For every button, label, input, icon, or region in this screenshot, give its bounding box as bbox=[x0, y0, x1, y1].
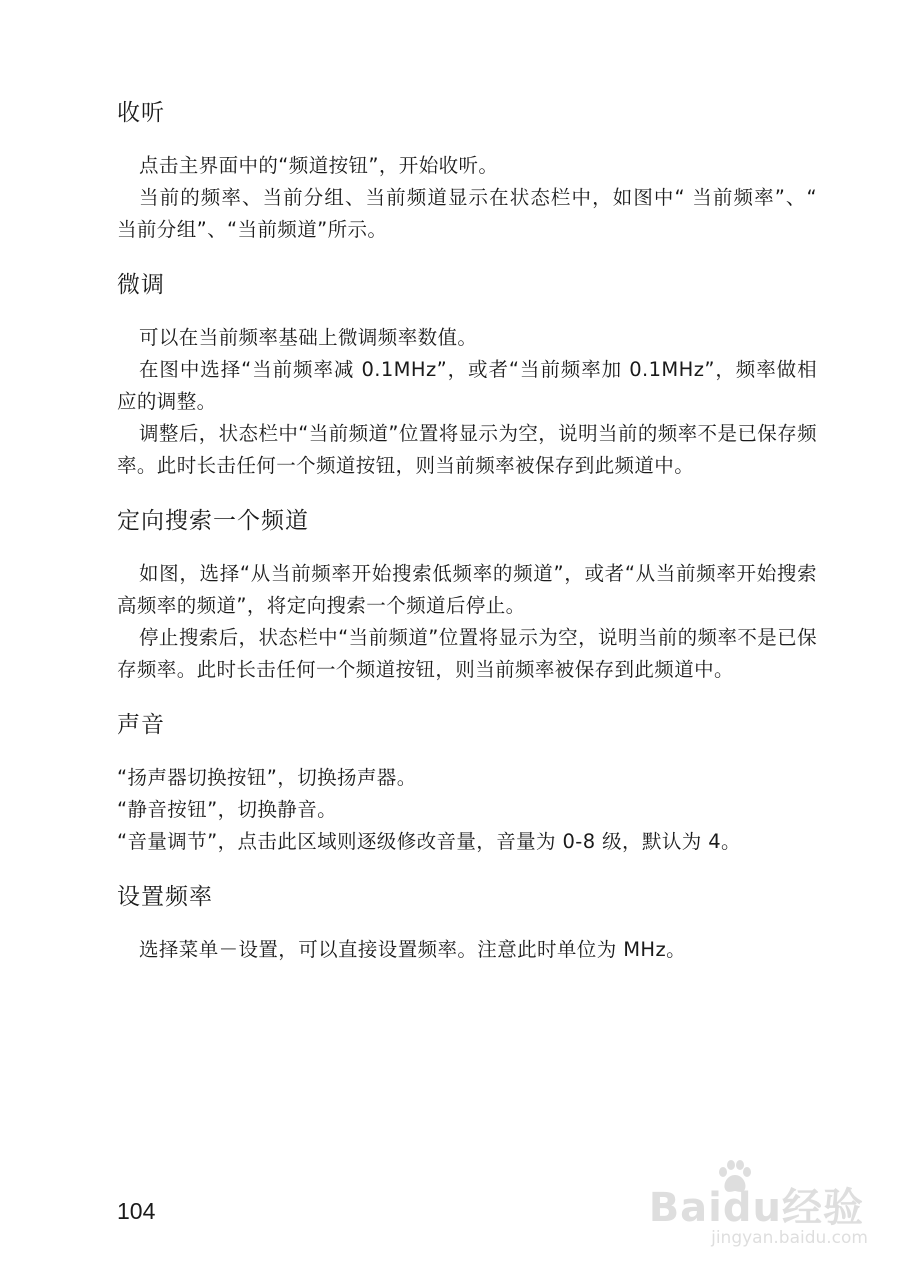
section-heading: 声音 bbox=[117, 712, 165, 738]
baidu-watermark bbox=[638, 1158, 868, 1258]
section-heading: 设置频率 bbox=[117, 884, 213, 910]
paragraph: 可以在当前频率基础上微调频率数值。 bbox=[139, 326, 478, 349]
paragraph: “静音按钮”，切换静音。 bbox=[117, 798, 338, 821]
watermark-logo-text: Baidu经验 bbox=[648, 1185, 864, 1231]
watermark-url: jingyan.baidu.com bbox=[711, 1228, 868, 1248]
paragraph: “音量调节”，点击此区域则逐级修改音量，音量为 0-8 级，默认为 4。 bbox=[117, 830, 741, 853]
document-body bbox=[117, 96, 817, 966]
section-listen bbox=[117, 96, 817, 246]
paragraph: 如图，选择“从当前频率开始搜索低频率的频道”，或者“从当前频率开始搜索高频率的频道”，将定向搜索一个频道后停止。 bbox=[117, 562, 817, 617]
paragraph: 停止搜索后，状态栏中“当前频道”位置将显示为空，说明当前的频率不是已保存频率。此时长击任何一个频道按钮，则当前频率被保存到此频道中。 bbox=[117, 626, 817, 681]
section-heading: 收听 bbox=[117, 100, 165, 126]
paragraph: 调整后，状态栏中“当前频道”位置将显示为空，说明当前的频率不是已保存频率。此时长击任何一个频道按钮，则当前频率被保存到此频道中。 bbox=[117, 422, 817, 477]
paragraph: 当前的频率、当前分组、当前频道显示在状态栏中，如图中“ 当前频率”、“ 当前分组”、“当前频道”所示。 bbox=[117, 186, 817, 241]
section-fine-tune bbox=[117, 268, 817, 482]
section-heading: 定向搜索一个频道 bbox=[117, 508, 309, 534]
paragraph: 点击主界面中的“频道按钮”，开始收听。 bbox=[139, 154, 499, 177]
paw-icon bbox=[714, 1158, 754, 1198]
section-heading: 微调 bbox=[117, 272, 165, 298]
paragraph: 选择菜单－设置，可以直接设置频率。注意此时单位为 MHz。 bbox=[139, 938, 687, 961]
paragraph: 在图中选择“当前频率减 0.1MHz”，或者“当前频率加 0.1MHz”，频率做相应的调整。 bbox=[117, 358, 817, 413]
section-directed-search bbox=[117, 504, 817, 686]
section-sound bbox=[117, 708, 817, 858]
section-set-frequency bbox=[117, 880, 817, 966]
page-number: 104 bbox=[117, 1198, 156, 1224]
paragraph: “扬声器切换按钮”，切换扬声器。 bbox=[117, 766, 417, 789]
